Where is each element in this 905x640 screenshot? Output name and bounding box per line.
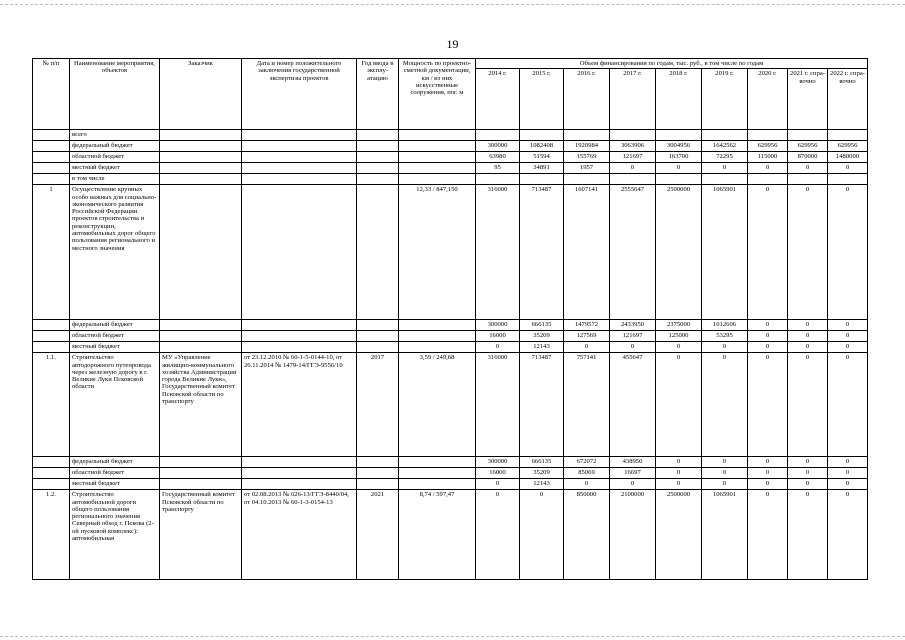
row-value: 155769: [564, 152, 610, 163]
header-year: Год ввода в эксплу-атацию: [357, 59, 399, 130]
row-value: 0: [564, 342, 610, 353]
row-value: 0: [702, 468, 748, 479]
row-value: [656, 174, 702, 185]
table-row: [33, 457, 868, 468]
row-value: 0: [702, 342, 748, 353]
row-customer: [160, 152, 242, 163]
row-number: [33, 468, 70, 479]
row-value: 0: [788, 163, 828, 174]
row-customer: [160, 163, 242, 174]
row-value: 0: [748, 342, 788, 353]
header-year-col: 2017 г.: [610, 69, 656, 130]
row-value: 72295: [702, 152, 748, 163]
row-name: местный бюджет: [70, 479, 160, 490]
row-year: [357, 130, 399, 141]
header-year-col: 2021 г. спра-вочно: [788, 69, 828, 130]
row-value: 1642562: [702, 141, 748, 152]
row-value: 0: [702, 457, 748, 468]
row-expertise: от 02.08.2013 № 626-13/ГГЭ-8440/04, от 04.10.2013 № 60-1-3-0154-13: [242, 490, 357, 580]
row-value: [702, 174, 748, 185]
row-capacity: [399, 457, 476, 468]
header-customer: Заказчик: [160, 59, 242, 130]
row-number: [33, 457, 70, 468]
header-expertise: Дата и номер положительного заключения государственной экспертизы проектов: [242, 59, 357, 130]
row-value: 1479572: [564, 320, 610, 331]
row-value: 0: [828, 163, 868, 174]
row-capacity: [399, 342, 476, 353]
row-value: 115000: [748, 152, 788, 163]
table-row: [33, 331, 868, 342]
row-value: 2555647: [610, 185, 656, 320]
row-value: [788, 174, 828, 185]
table-row: [33, 130, 868, 141]
row-value: 0: [702, 163, 748, 174]
row-value: 1480000: [828, 152, 868, 163]
row-value: 0: [788, 320, 828, 331]
row-expertise: [242, 331, 357, 342]
row-value: 1957: [564, 163, 610, 174]
row-number: [33, 130, 70, 141]
row-expertise: [242, 342, 357, 353]
row-customer: [160, 174, 242, 185]
row-value: 35209: [520, 468, 564, 479]
row-value: 300000: [476, 320, 520, 331]
row-value: 438950: [610, 457, 656, 468]
header-capacity: Мощность по проектно-сметной документации, км / из них искусственные сооружения, пог. м: [399, 59, 476, 130]
header-year-col: 2018 г.: [656, 69, 702, 130]
row-value: 2500000: [656, 490, 702, 580]
row-value: 12143: [520, 479, 564, 490]
row-expertise: [242, 185, 357, 320]
row-value: 0: [748, 353, 788, 457]
row-expertise: [242, 130, 357, 141]
row-customer: [160, 468, 242, 479]
row-number: [33, 141, 70, 152]
row-value: 316000: [476, 185, 520, 320]
table-row: [33, 163, 868, 174]
table-row: [33, 174, 868, 185]
row-value: 0: [788, 468, 828, 479]
row-value: 0: [610, 342, 656, 353]
row-value: [828, 174, 868, 185]
row-value: 0: [702, 479, 748, 490]
row-expertise: [242, 141, 357, 152]
row-value: 0: [828, 479, 868, 490]
row-value: 850000: [564, 490, 610, 580]
row-year: 2017: [357, 353, 399, 457]
row-value: 53295: [702, 331, 748, 342]
row-customer: [160, 185, 242, 320]
row-value: 713487: [520, 185, 564, 320]
row-capacity: 3,59 / 249,68: [399, 353, 476, 457]
row-value: 0: [476, 342, 520, 353]
row-capacity: 12,33 / 847,150: [399, 185, 476, 320]
row-value: 0: [748, 163, 788, 174]
row-expertise: [242, 479, 357, 490]
row-value: 1920984: [564, 141, 610, 152]
row-value: 0: [788, 457, 828, 468]
row-capacity: 8,74 / 597,47: [399, 490, 476, 580]
row-year: [357, 457, 399, 468]
row-value: 0: [748, 320, 788, 331]
header-name: Наименование мероприятия, объектов: [70, 59, 160, 130]
row-name: в том числе: [70, 174, 160, 185]
row-value: 0: [788, 353, 828, 457]
row-value: 0: [748, 468, 788, 479]
row-value: 0: [656, 163, 702, 174]
row-value: [748, 130, 788, 141]
row-value: 2100000: [610, 490, 656, 580]
row-name: местный бюджет: [70, 342, 160, 353]
row-name: областной бюджет: [70, 468, 160, 479]
row-expertise: [242, 320, 357, 331]
row-value: 1065901: [702, 185, 748, 320]
row-name: федеральный бюджет: [70, 320, 160, 331]
row-year: [357, 163, 399, 174]
header-year-col: 2016 г.: [564, 69, 610, 130]
row-value: 1065901: [702, 490, 748, 580]
row-value: 666135: [520, 457, 564, 468]
row-year: [357, 331, 399, 342]
row-value: 0: [476, 479, 520, 490]
table-row: [33, 141, 868, 152]
row-capacity: [399, 163, 476, 174]
scan-edge-top: [0, 4, 905, 5]
row-value: 0: [748, 479, 788, 490]
row-value: [610, 130, 656, 141]
row-value: [520, 174, 564, 185]
row-value: 316000: [476, 353, 520, 457]
row-value: 0: [828, 320, 868, 331]
table-row: [33, 468, 868, 479]
row-year: [357, 342, 399, 353]
row-value: 2500000: [656, 185, 702, 320]
row-value: 300000: [476, 141, 520, 152]
row-value: [476, 174, 520, 185]
header-year-col: 2015 г.: [520, 69, 564, 130]
row-name: Осуществление крупных особо важных для социально-экономического развития Российской Федерации проектов строительства и реконструкции, автомобильных дорог общего пользования регионального и местного значения: [70, 185, 160, 320]
row-value: 0: [828, 457, 868, 468]
row-name: Строительство автомобильной дороги общего пользования регионального значения Северный обход г. Пскова (2-ой пусковой комплекс): автомобильная: [70, 490, 160, 580]
row-value: 85069: [564, 468, 610, 479]
row-value: [702, 130, 748, 141]
row-customer: [160, 130, 242, 141]
row-value: 672072: [564, 457, 610, 468]
table-row: [33, 342, 868, 353]
row-value: 0: [656, 342, 702, 353]
row-value: 0: [788, 331, 828, 342]
row-number: [33, 331, 70, 342]
row-value: 0: [828, 353, 868, 457]
row-capacity: [399, 152, 476, 163]
row-expertise: от 23.12.2010 № 60-1-5-0144-10, от 26.11.2014 № 1479-14/ГГЭ-9556/10: [242, 353, 357, 457]
row-number: [33, 342, 70, 353]
row-capacity: [399, 320, 476, 331]
row-number: [33, 174, 70, 185]
row-value: 870000: [788, 152, 828, 163]
row-value: 0: [828, 331, 868, 342]
row-value: 121697: [610, 152, 656, 163]
table-row: [33, 479, 868, 490]
row-name: федеральный бюджет: [70, 141, 160, 152]
row-name: федеральный бюджет: [70, 457, 160, 468]
table-row: [33, 490, 868, 580]
row-value: [788, 130, 828, 141]
row-value: 757141: [564, 353, 610, 457]
row-value: 1012606: [702, 320, 748, 331]
row-value: 0: [788, 490, 828, 580]
row-value: 300000: [476, 457, 520, 468]
row-number: [33, 163, 70, 174]
row-value: 0: [748, 457, 788, 468]
row-year: [357, 152, 399, 163]
row-value: [564, 174, 610, 185]
row-capacity: [399, 479, 476, 490]
row-value: [476, 130, 520, 141]
row-year: [357, 185, 399, 320]
header-year-col: 2020 г.: [748, 69, 788, 130]
row-value: 3063906: [610, 141, 656, 152]
row-number: 1.2.: [33, 490, 70, 580]
row-value: 0: [476, 490, 520, 580]
row-expertise: [242, 174, 357, 185]
row-year: [357, 320, 399, 331]
row-value: 51594: [520, 152, 564, 163]
row-value: [828, 130, 868, 141]
row-value: 0: [656, 468, 702, 479]
row-customer: [160, 479, 242, 490]
header-year-col: 2022 г. спра-вочно: [828, 69, 868, 130]
row-value: 35209: [520, 331, 564, 342]
row-value: [564, 130, 610, 141]
row-value: 121697: [610, 331, 656, 342]
row-capacity: [399, 468, 476, 479]
row-value: 0: [828, 468, 868, 479]
scan-edge-bottom: [0, 636, 905, 637]
row-value: 0: [788, 479, 828, 490]
row-number: 1: [33, 185, 70, 320]
row-value: 163700: [656, 152, 702, 163]
row-expertise: [242, 163, 357, 174]
row-value: 127569: [564, 331, 610, 342]
row-value: 629956: [828, 141, 868, 152]
row-value: 713487: [520, 353, 564, 457]
row-value: 0: [702, 353, 748, 457]
row-number: [33, 152, 70, 163]
row-value: 0: [828, 185, 868, 320]
row-value: [610, 174, 656, 185]
row-value: 0: [788, 342, 828, 353]
header-year-col: 2019 г.: [702, 69, 748, 130]
table-row: [33, 152, 868, 163]
row-value: 1082408: [520, 141, 564, 152]
row-value: [520, 130, 564, 141]
row-value: 34891: [520, 163, 564, 174]
row-year: [357, 479, 399, 490]
header-year-col: 2014 г.: [476, 69, 520, 130]
row-value: 0: [788, 185, 828, 320]
row-capacity: [399, 141, 476, 152]
row-value: 0: [748, 331, 788, 342]
row-customer: МУ «Управление жилищно-коммунального хозяйства Администрации города Великие Луки», Государственный комитет Псковской области по транспорту: [160, 353, 242, 457]
row-year: 2021: [357, 490, 399, 580]
row-value: 0: [656, 479, 702, 490]
page-number: 19: [446, 37, 459, 51]
row-expertise: [242, 468, 357, 479]
header-funding: Объем финансирования по годам, тыс. руб., в том числе по годам: [476, 59, 868, 69]
row-name: всего: [70, 130, 160, 141]
row-name: Строительство автодорожного путепровода через железную дорогу в г. Великие Луки Псковской области: [70, 353, 160, 457]
row-name: местный бюджет: [70, 163, 160, 174]
row-value: 95: [476, 163, 520, 174]
row-value: 16000: [476, 468, 520, 479]
row-value: [748, 174, 788, 185]
row-value: 63980: [476, 152, 520, 163]
row-expertise: [242, 152, 357, 163]
row-value: 0: [656, 457, 702, 468]
row-customer: [160, 320, 242, 331]
row-year: [357, 141, 399, 152]
row-value: 1607141: [564, 185, 610, 320]
header-num: № п/п: [33, 59, 70, 130]
row-name: областной бюджет: [70, 152, 160, 163]
row-year: [357, 174, 399, 185]
row-customer: Государственный комитет Псковской области по транспорту: [160, 490, 242, 580]
table-row: [33, 320, 868, 331]
row-number: 1.1.: [33, 353, 70, 457]
row-value: 12143: [520, 342, 564, 353]
table-row: [33, 353, 868, 457]
row-expertise: [242, 457, 357, 468]
row-customer: [160, 141, 242, 152]
row-value: 0: [610, 479, 656, 490]
table-row: [33, 185, 868, 320]
row-customer: [160, 457, 242, 468]
row-number: [33, 479, 70, 490]
row-value: 629956: [788, 141, 828, 152]
row-year: [357, 468, 399, 479]
row-value: 0: [564, 479, 610, 490]
row-value: 16000: [476, 331, 520, 342]
row-value: 0: [610, 163, 656, 174]
row-value: 666135: [520, 320, 564, 331]
row-value: [656, 130, 702, 141]
row-name: областной бюджет: [70, 331, 160, 342]
funding-table: [32, 58, 868, 580]
row-value: 2375000: [656, 320, 702, 331]
row-value: 0: [828, 490, 868, 580]
row-value: 455647: [610, 353, 656, 457]
row-value: 0: [656, 353, 702, 457]
row-customer: [160, 331, 242, 342]
row-value: 629956: [748, 141, 788, 152]
row-capacity: [399, 130, 476, 141]
row-value: 0: [520, 490, 564, 580]
row-value: 0: [828, 342, 868, 353]
row-value: 3004956: [656, 141, 702, 152]
row-value: 2433950: [610, 320, 656, 331]
row-value: 0: [748, 185, 788, 320]
row-customer: [160, 342, 242, 353]
row-capacity: [399, 331, 476, 342]
row-number: [33, 320, 70, 331]
row-capacity: [399, 174, 476, 185]
row-value: 0: [748, 490, 788, 580]
row-value: 125000: [656, 331, 702, 342]
row-value: 16697: [610, 468, 656, 479]
